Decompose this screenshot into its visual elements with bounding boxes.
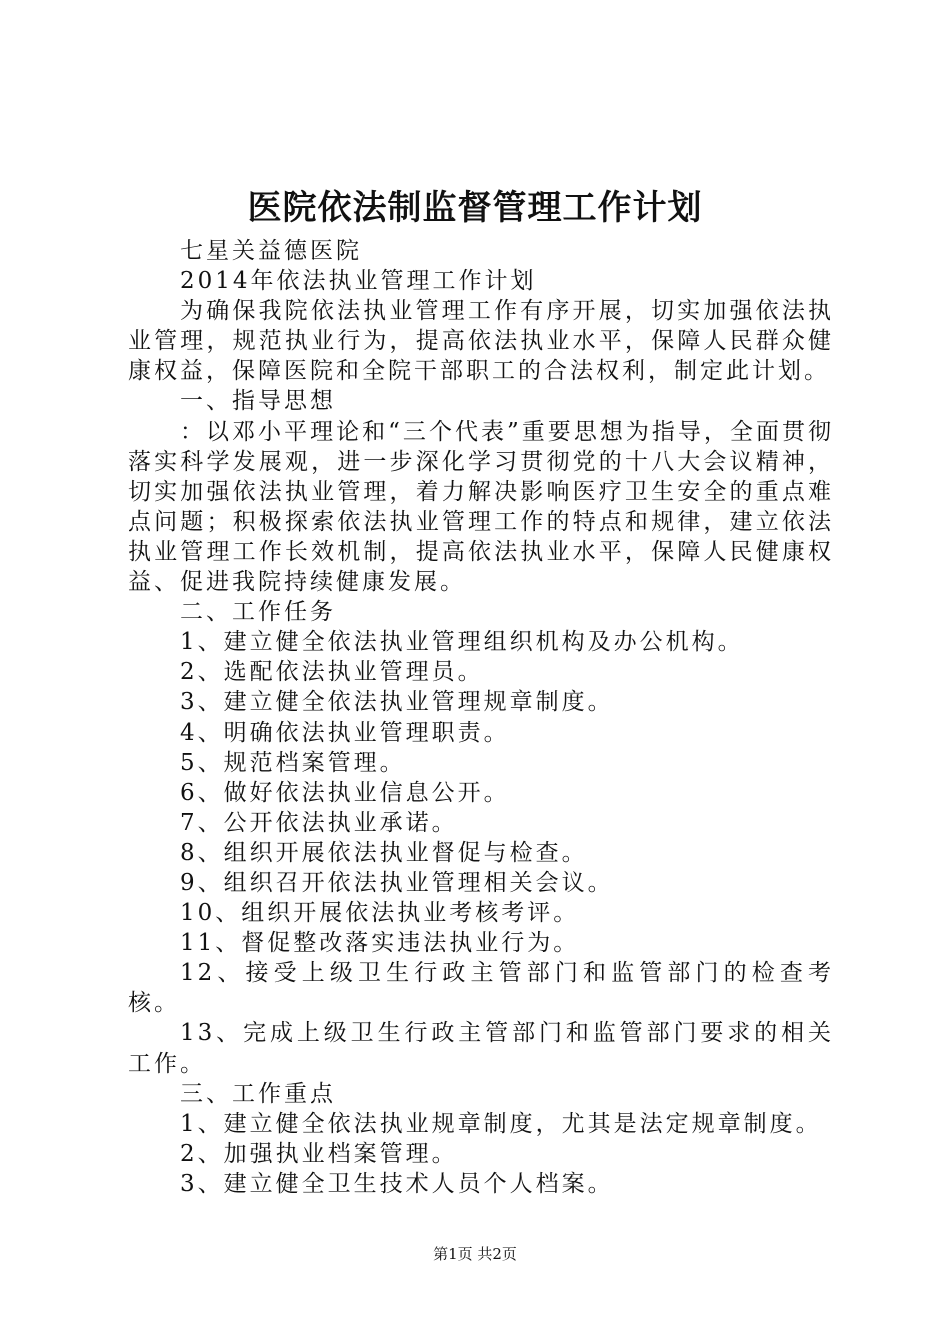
list-item: 3、建立健全依法执业管理规章制度。 [180, 689, 614, 716]
list-item: 12、接受上级卫生行政主管部门和监管部门的检查考核。 [128, 960, 834, 1017]
list-item: 10、组织开展依法执业考核考评。 [180, 900, 580, 927]
list-item: 6、做好依法执业信息公开。 [180, 779, 510, 806]
list-item: 11、督促整改落实违法执业行为。 [180, 930, 580, 957]
list-item: 9、组织召开依法执业管理相关会议。 [180, 869, 614, 896]
list-item: 2、加强执业档案管理。 [180, 1140, 458, 1167]
list-item: 13、完成上级卫生行政主管部门和监管部门要求的相关工作。 [128, 1020, 834, 1077]
page-number-label: 第1页 共2页 [433, 1245, 517, 1263]
list-item: 3、建立健全卫生技术人员个人档案。 [180, 1170, 614, 1197]
document-body [128, 236, 834, 1199]
list-item: 8、组织开展依法执业督促与检查。 [180, 839, 588, 866]
paragraph-intro: 为确保我院依法执业管理工作有序开展，切实加强依法执业管理，规范执业行为，提高依法执业水平，保障人民群众健康权益，保障医院和全院干部职工的合法权利，制定此计划。 [128, 298, 834, 385]
paragraph-plan-title: 2014年依法执业管理工作计划 [180, 268, 537, 295]
section-heading-work-focus: 三、工作重点 [180, 1080, 336, 1107]
page-footer [0, 1244, 950, 1264]
section-heading-work-tasks: 二、工作任务 [180, 599, 336, 626]
section-heading-guiding-ideology: 一、指导思想 [180, 388, 336, 415]
list-item: 7、公开依法执业承诺。 [180, 809, 458, 836]
document-title: 医院依法制监督管理工作计划 [247, 188, 703, 228]
paragraph-guiding-ideology: ：以邓小平理论和“三个代表”重要思想为指导，全面贯彻落实科学发展观，进一步深化学习贯彻党的十八大会议精神，切实加强依法执业管理，着力解决影响医疗卫生安全的重点难点问题；积极探索依法执业管理工作的特点和规律，建立依法执业管理工作长效机制，提高依法执业水平，保障人民健康权益、促进我院持续健康发展。 [128, 418, 834, 596]
list-item: 1、建立健全依法执业规章制度，尤其是法定规章制度。 [180, 1110, 822, 1137]
list-item: 4、明确依法执业管理职责。 [180, 719, 510, 746]
paragraph-hospital-name: 七星关益德医院 [180, 238, 362, 264]
list-item: 5、规范档案管理。 [180, 749, 406, 776]
list-item: 1、建立健全依法执业管理组织机构及办公机构。 [180, 629, 744, 656]
list-item: 2、选配依法执业管理员。 [180, 659, 484, 686]
